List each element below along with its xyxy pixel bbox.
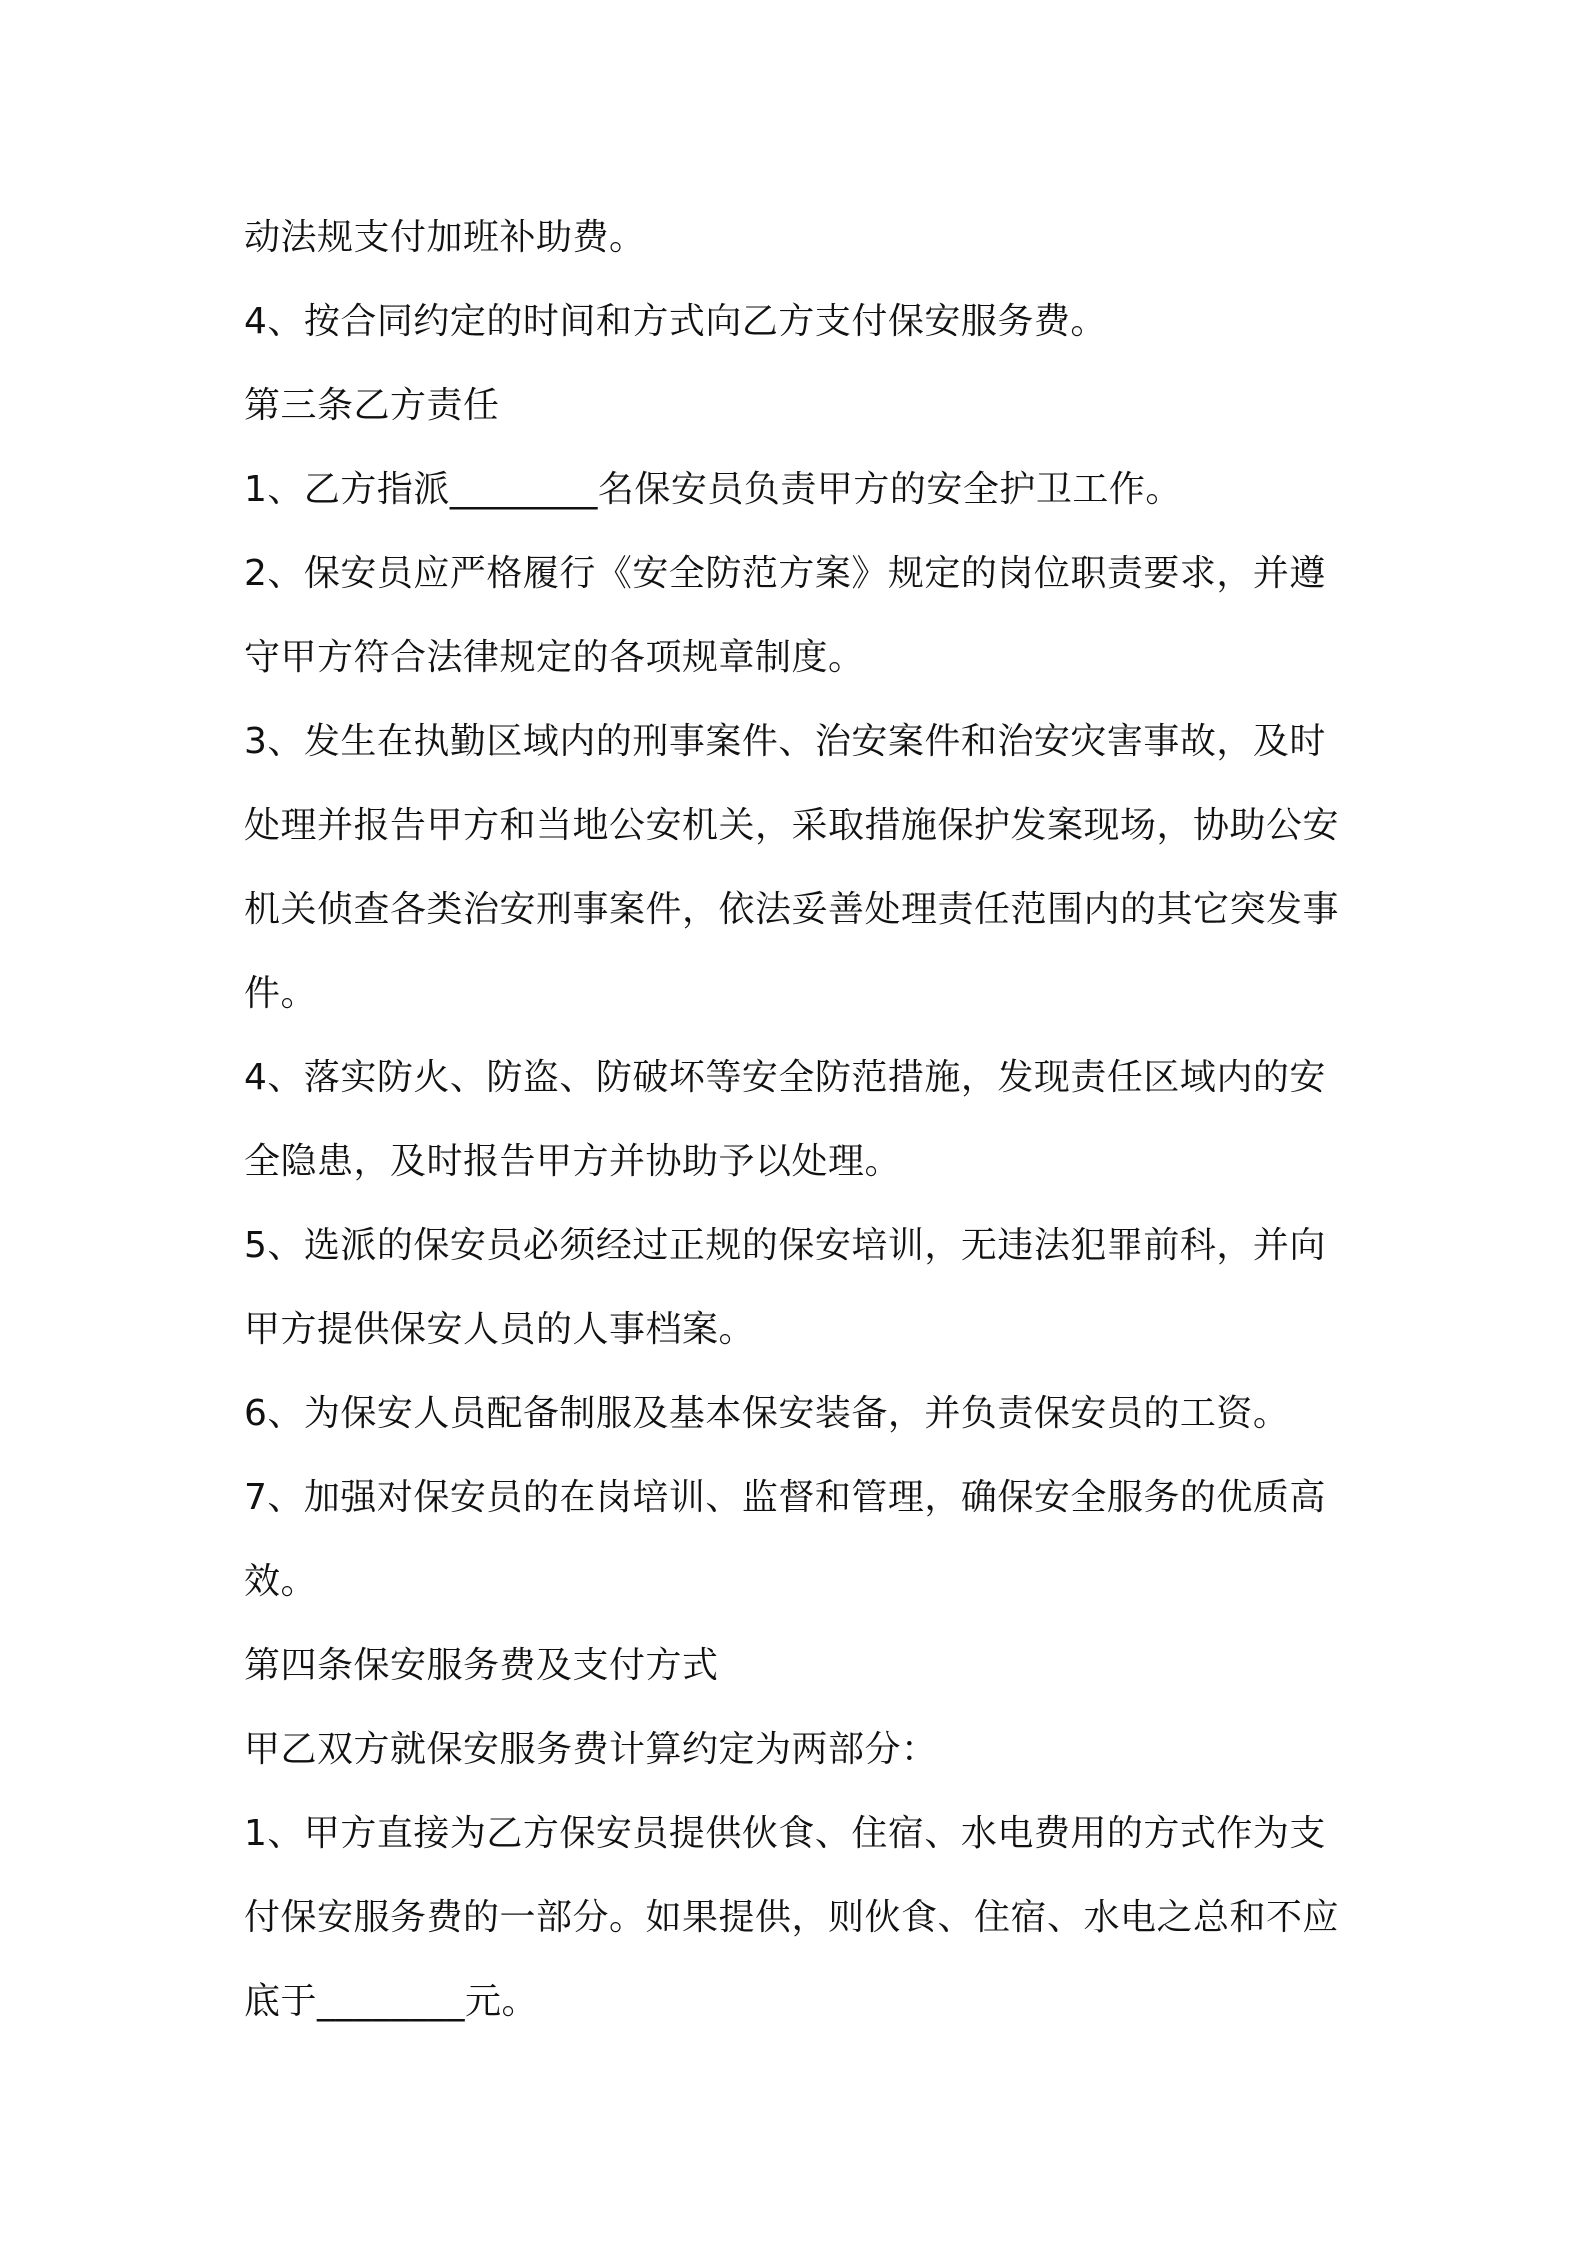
text-line: 处理并报告甲方和当地公安机关，采取措施保护发案现场，协助公安 [244, 805, 1340, 846]
text-line: 4、落实防火、防盗、防破坏等安全防范措施，发现责任区域内的安 [244, 1057, 1326, 1098]
text-line: 1、甲方直接为乙方保安员提供伙食、住宿、水电费用的方式作为支 [244, 1813, 1326, 1854]
section-heading: 第三条乙方责任 [244, 385, 500, 426]
document-body [244, 196, 1354, 2044]
text-line: 全隐患，及时报告甲方并协助予以处理。 [244, 1141, 902, 1182]
text-line: 机关侦查各类治安刑事案件，依法妥善处理责任范围内的其它突发事 [244, 889, 1340, 930]
text-line: 5、选派的保安员必须经过正规的保安培训，无违法犯罪前科，并向 [244, 1225, 1326, 1266]
text-line: 1、乙方指派________名保安员负责甲方的安全护卫工作。 [244, 469, 1182, 510]
text-line: 守甲方符合法律规定的各项规章制度。 [244, 637, 865, 678]
text-line: 7、加强对保安员的在岗培训、监督和管理，确保安全服务的优质高 [244, 1477, 1326, 1518]
text-line: 甲乙双方就保安服务费计算约定为两部分： [244, 1729, 938, 1770]
text-line: 付保安服务费的一部分。如果提供，则伙食、住宿、水电之总和不应 [244, 1897, 1340, 1938]
text-line: 甲方提供保安人员的人事档案。 [244, 1309, 756, 1350]
text-line: 动法规支付加班补助费。 [244, 217, 646, 258]
text-line: 4、按合同约定的时间和方式向乙方支付保安服务费。 [244, 301, 1107, 342]
text-line: 底于________元。 [244, 1981, 539, 2022]
text-line: 3、发生在执勤区域内的刑事案件、治安案件和治安灾害事故，及时 [244, 721, 1326, 762]
text-line: 6、为保安人员配备制服及基本保安装备，并负责保安员的工资。 [244, 1393, 1290, 1434]
text-line: 2、保安员应严格履行《安全防范方案》规定的岗位职责要求，并遵 [244, 553, 1326, 594]
section-heading: 第四条保安服务费及支付方式 [244, 1645, 719, 1686]
text-line: 效。 [244, 1561, 318, 1602]
text-line: 件。 [244, 973, 318, 1014]
